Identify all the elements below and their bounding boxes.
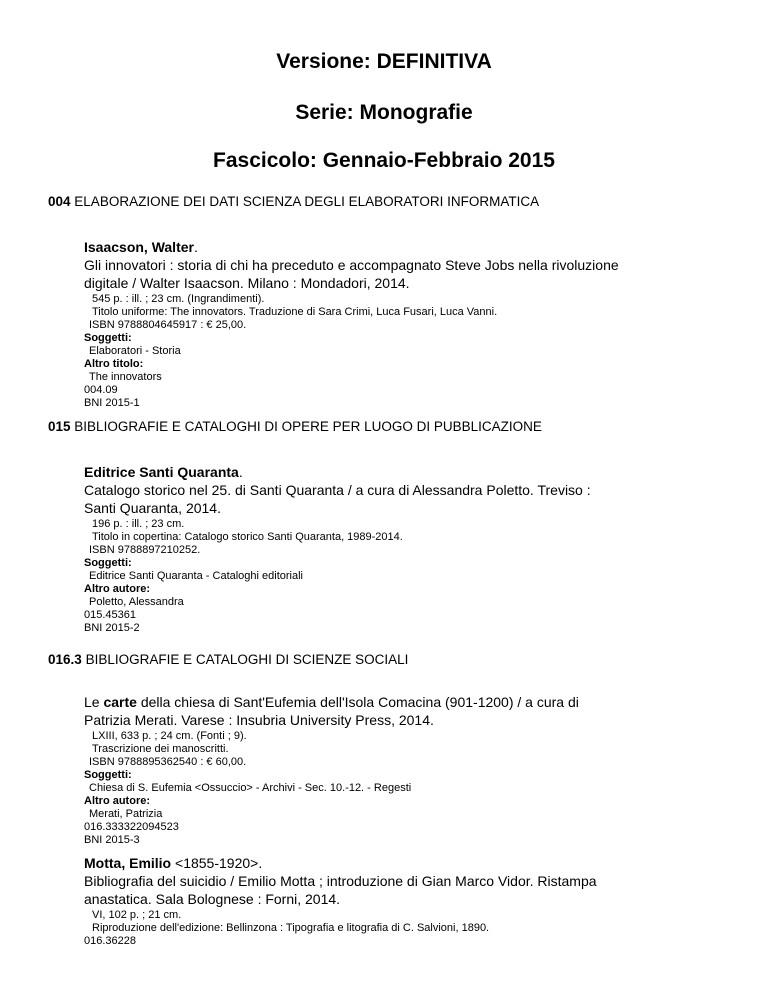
entry-extra-label: Altro titolo: <box>84 358 144 370</box>
entry-class: 016.333322094523 <box>84 821 179 833</box>
entry-author-suffix: . <box>193 239 198 255</box>
section-code: 016.3 <box>48 652 82 667</box>
entry-subjects-label: Soggetti: <box>84 332 132 344</box>
issue-heading: Fascicolo: Gennaio-Febbraio 2015 <box>213 149 555 172</box>
entry-physical: LXIII, 633 p. ; 24 cm. (Fonti ; 9). <box>92 730 247 742</box>
entry-title-line: Santi Quaranta, 2014. <box>84 500 221 516</box>
entry-title-line: Gli innovatori : storia di chi ha preceduto e accompagnato Steve Jobs nella rivoluzione <box>84 257 619 273</box>
section-heading-015 <box>48 419 542 434</box>
series-heading: Serie: Monografie <box>295 101 473 124</box>
entry-title-keyword: carte <box>103 694 137 710</box>
entry-bni: BNI 2015-2 <box>84 622 140 634</box>
section-title: BIBLIOGRAFIE E CATALOGHI DI SCIENZE SOCIALI <box>85 652 409 667</box>
entry-article: Le <box>84 694 104 710</box>
entry-subject: Elaboratori - Storia <box>89 345 181 357</box>
catalog-entry <box>84 238 704 410</box>
entry-physical: 545 p. : ill. ; 23 cm. (Ingrandimenti). <box>92 293 265 305</box>
entry-subjects-label: Soggetti: <box>84 557 132 569</box>
entry-physical: 196 p. : ill. ; 23 cm. <box>92 518 185 530</box>
section-title: BIBLIOGRAFIE E CATALOGHI DI OPERE PER LUOGO DI PUBBLICAZIONE <box>74 419 542 434</box>
section-heading-016-3 <box>48 652 408 667</box>
entry-title-line: anastatica. Sala Bolognese : Forni, 2014. <box>84 891 341 907</box>
entry-extra-label: Altro autore: <box>84 583 150 595</box>
catalog-entry <box>84 463 704 635</box>
entry-isbn: ISBN 9788895362540 : € 60,00. <box>89 756 247 768</box>
entry-title-line: digitale / Walter Isaacson. Milano : Mondadori, 2014. <box>84 275 410 291</box>
catalog-entry <box>84 854 704 948</box>
entry-title-line: Patrizia Merati. Varese : Insubria University Press, 2014. <box>84 712 434 728</box>
entry-author: Motta, Emilio <box>84 855 172 871</box>
entry-extra-label: Altro autore: <box>84 795 150 807</box>
entry-extra: Poletto, Alessandra <box>89 596 184 608</box>
entry-subject: Chiesa di S. Eufemia <Ossuccio> - Archivi - Sec. 10.-12. - Regesti <box>89 782 412 794</box>
entry-title-line: della chiesa di Sant'Eufemia dell'Isola Comacina (901-1200) / a cura di <box>136 694 579 710</box>
entry-extra: The innovators <box>89 371 162 383</box>
entry-isbn: ISBN 9788897210252. <box>89 544 201 556</box>
version-heading: Versione: DEFINITIVA <box>276 50 492 73</box>
entry-subjects-label: Soggetti: <box>84 769 132 781</box>
entry-note: Trascrizione dei manoscritti. <box>92 743 229 755</box>
section-code: 004 <box>48 194 71 209</box>
entry-title-line: Bibliografia del suicidio / Emilio Motta ; introduzione di Gian Marco Vidor. Ristampa <box>84 873 597 889</box>
section-heading-004 <box>48 194 539 209</box>
entry-class: 016.36228 <box>84 935 136 947</box>
entry-class: 015.45361 <box>84 609 136 621</box>
entry-author: Isaacson, Walter <box>84 239 194 255</box>
entry-isbn: ISBN 9788804645917 : € 25,00. <box>89 319 247 331</box>
entry-note: Titolo in copertina: Catalogo storico Santi Quaranta, 1989-2014. <box>92 531 403 543</box>
entry-extra: Merati, Patrizia <box>89 808 163 820</box>
entry-subject: Editrice Santi Quaranta - Cataloghi editoriali <box>89 570 304 582</box>
section-code: 015 <box>48 419 71 434</box>
section-title: ELABORAZIONE DEI DATI SCIENZA DEGLI ELABORATORI INFORMATICA <box>74 194 540 209</box>
entry-author: Editrice Santi Quaranta <box>84 464 239 480</box>
entry-author-suffix: . <box>238 464 243 480</box>
entry-bni: BNI 2015-1 <box>84 397 140 409</box>
entry-author-suffix: <1855-1920>. <box>171 855 263 871</box>
catalog-entry <box>84 693 704 847</box>
entry-class: 004.09 <box>84 384 118 396</box>
entry-note: Riproduzione dell'edizione: Bellinzona : Tipografia e litografia di C. Salvioni, 1890. <box>92 922 490 934</box>
entry-physical: VI, 102 p. ; 21 cm. <box>92 909 182 921</box>
entry-title-line: Catalogo storico nel 25. di Santi Quaranta / a cura di Alessandra Poletto. Treviso : <box>84 482 591 498</box>
entry-note: Titolo uniforme: The innovators. Traduzione di Sara Crimi, Luca Fusari, Luca Vanni. <box>92 306 498 318</box>
entry-bni: BNI 2015-3 <box>84 834 140 846</box>
